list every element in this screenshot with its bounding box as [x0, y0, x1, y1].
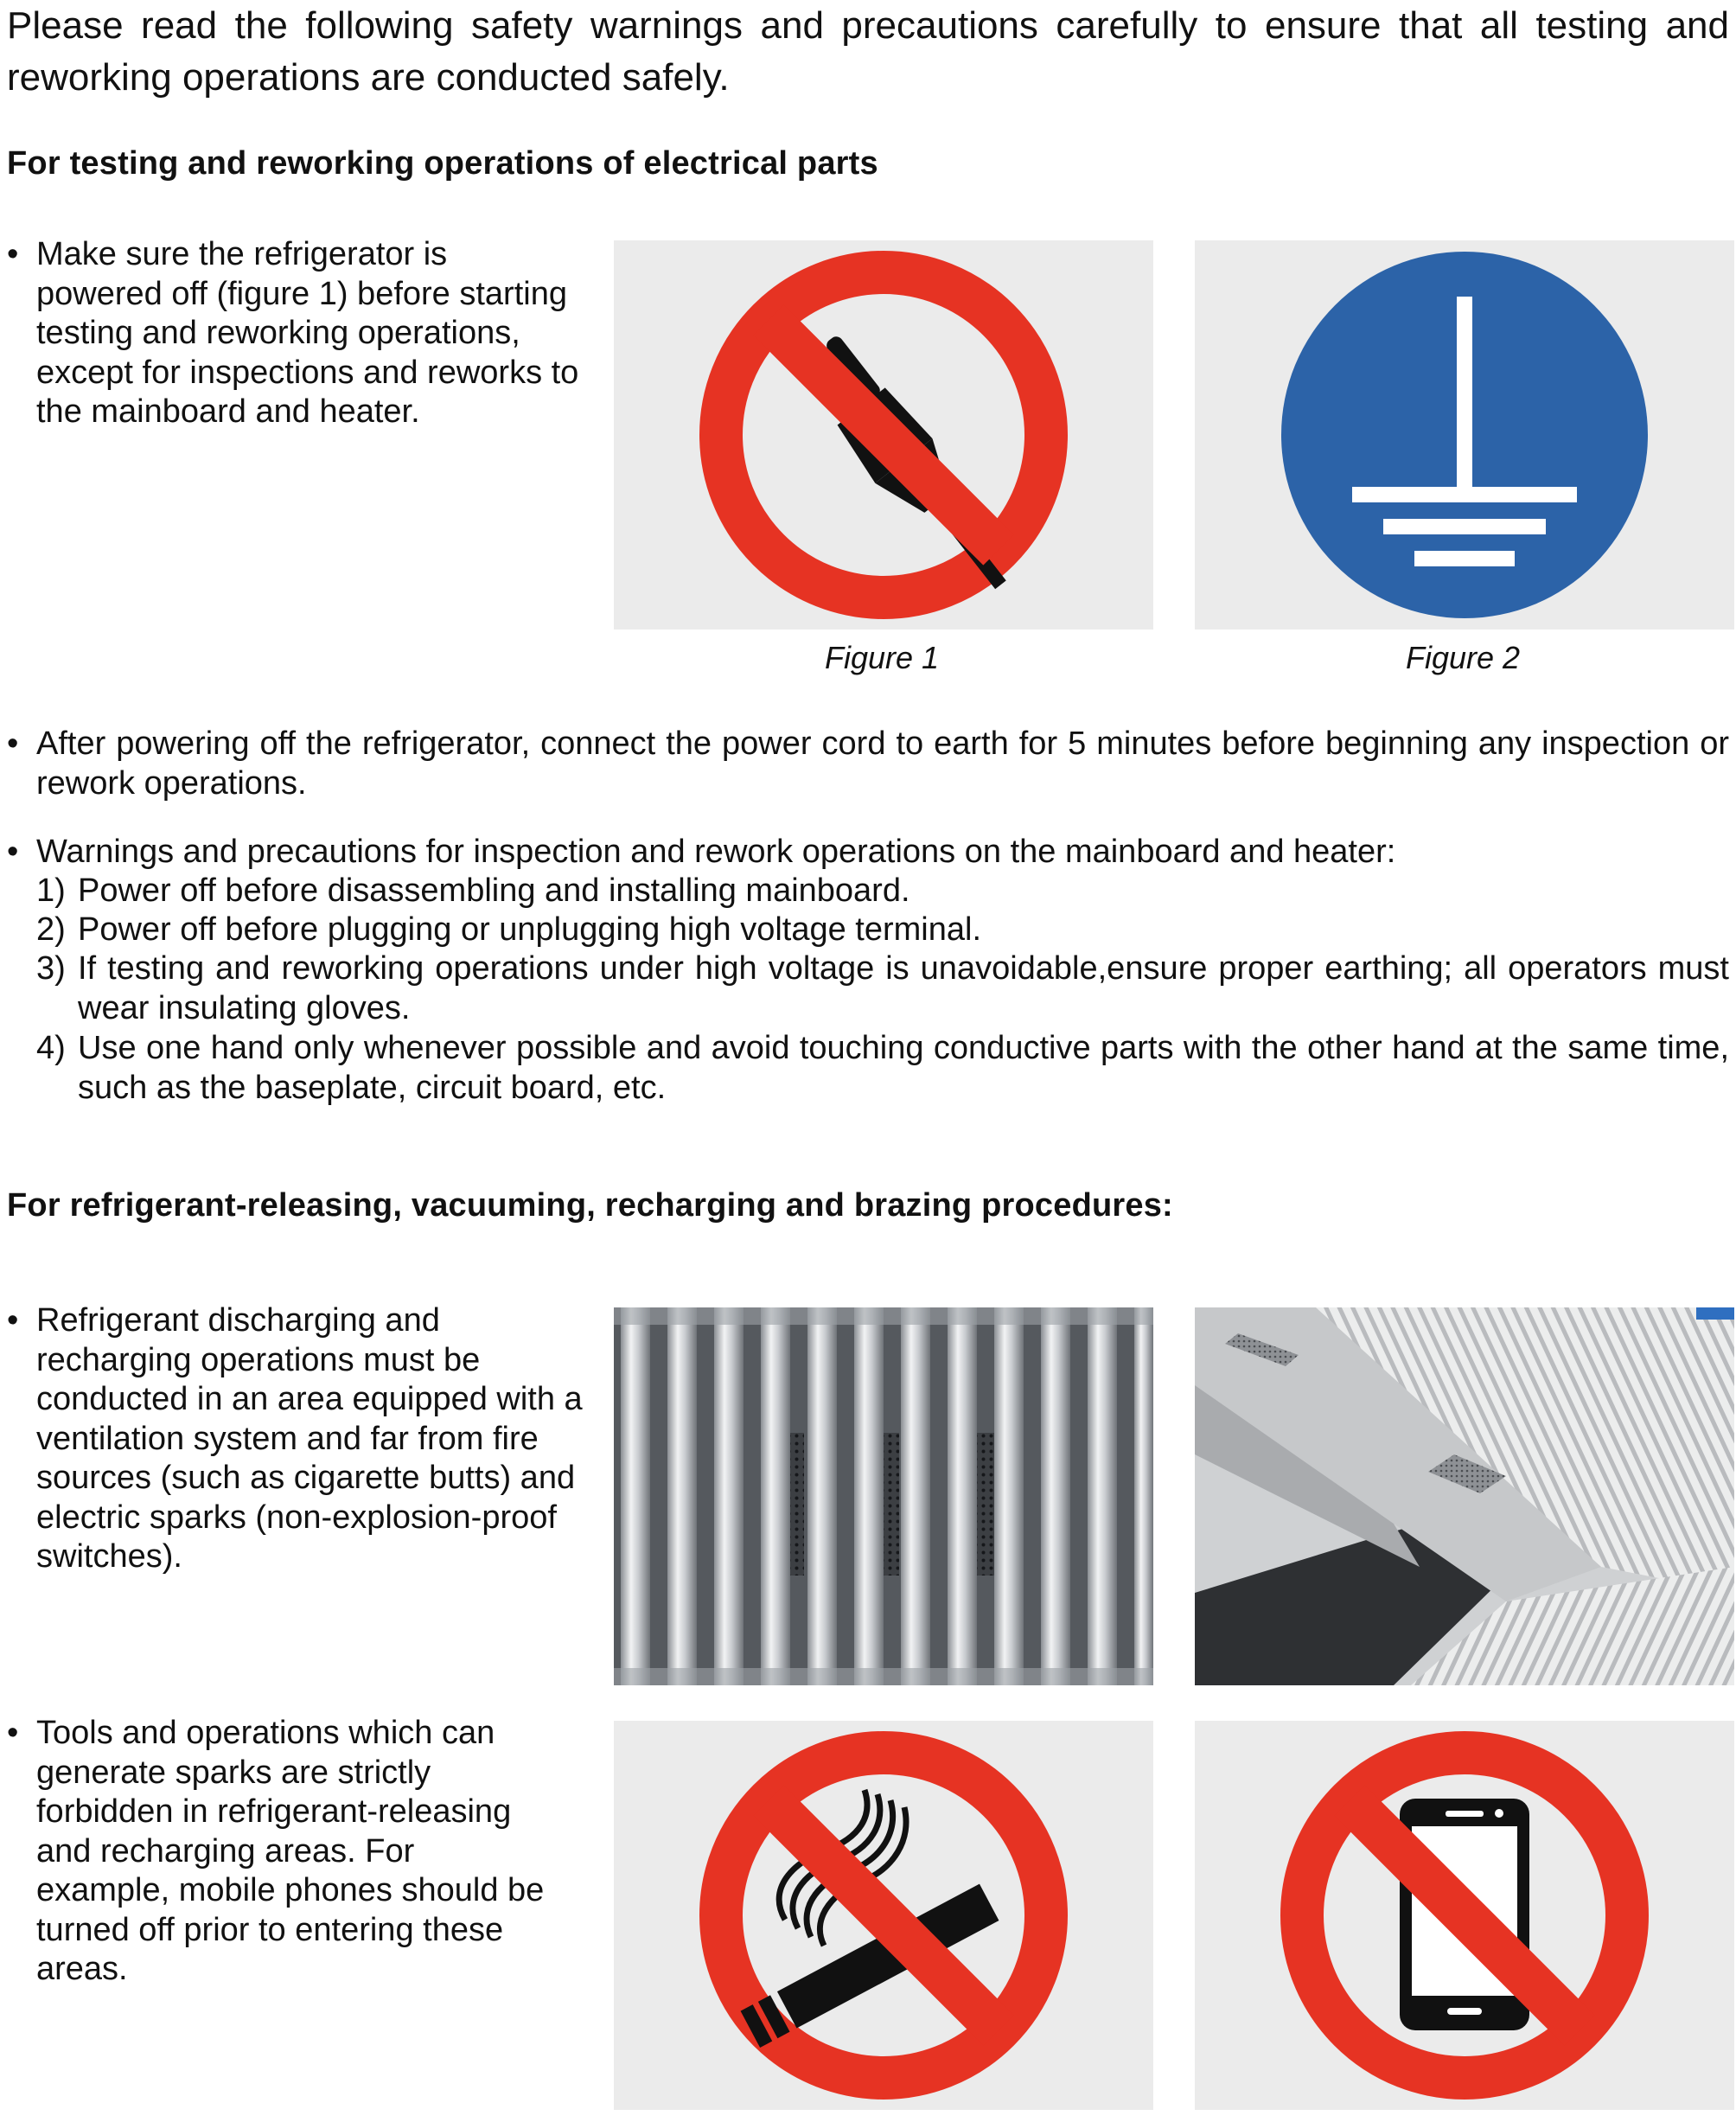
step-number: 4) — [36, 1030, 66, 1066]
section-heading-refrigerant: For refrigerant-releasing, vacuuming, recharging and brazing procedures: — [7, 1187, 1173, 1224]
figure-1-panel — [614, 240, 1153, 630]
no-mobile-phone-sign-icon — [1195, 1721, 1734, 2110]
no-mobile-panel — [1195, 1721, 1734, 2110]
figure-2-caption: Figure 2 — [1405, 640, 1521, 675]
ventilation-grille-photo — [614, 1307, 1153, 1685]
intro-paragraph: Please read the following safety warnings and precautions carefully to ensure that all testing and reworking operations are conducted safely. — [7, 4, 1729, 99]
bullet-ventilation — [7, 1301, 590, 1577]
step-number: 1) — [36, 872, 66, 909]
bullet-text: Refrigerant discharging and recharging operations must be conducted in an area equipped with a ventilation system and far from fire sources (such as cigarette butts) and electric sparks (non-explosion-proof switches). — [36, 1302, 583, 1575]
bullet-no-sparks — [7, 1714, 555, 1990]
step-text: Use one hand only whenever possible and avoid touching conductive parts with the other hand at the same time, such as the baseplate, circuit board, etc. — [78, 1030, 1729, 1106]
roller-conveyor-photo — [1195, 1307, 1734, 1685]
ventilation-grille-image — [614, 1307, 1153, 1685]
bullet-power-off — [7, 235, 581, 432]
bullet-mainboard-warnings — [7, 833, 1729, 872]
no-smoking-sign-icon — [614, 1721, 1153, 2110]
step-text: If testing and reworking operations under high voltage is unavoidable,ensure proper earthing; all operators must wear insulating gloves. — [78, 950, 1729, 1026]
section-heading-electrical: For testing and reworking operations of electrical parts — [7, 145, 878, 182]
bullet-dot: • — [7, 834, 19, 870]
earth-ground-sign-icon — [1195, 240, 1734, 630]
figure-2-panel — [1195, 240, 1734, 630]
bullet-dot: • — [7, 725, 19, 762]
roller-conveyor-image — [1195, 1307, 1734, 1685]
figure-1-caption: Figure 1 — [824, 640, 940, 675]
step-item-2 — [36, 911, 1729, 950]
bullet-dot: • — [7, 236, 19, 272]
bullet-text: Warnings and precautions for inspection and rework operations on the mainboard and heater: — [36, 834, 1396, 870]
no-smoking-panel — [614, 1721, 1153, 2110]
no-unplug-sign-icon — [614, 240, 1153, 630]
step-item-3 — [36, 949, 1729, 1028]
step-number: 2) — [36, 911, 66, 948]
step-text: Power off before disassembling and installing mainboard. — [78, 872, 910, 909]
bullet-dot: • — [7, 1715, 19, 1751]
step-number: 3) — [36, 950, 66, 987]
bullet-earth-cord — [7, 725, 1729, 803]
bullet-text: Tools and operations which can generate sparks are strictly forbidden in refrigerant-releasing and recharging areas. For example, mobile phones should be turned off prior to entering these areas. — [36, 1715, 545, 1987]
bullet-dot: • — [7, 1302, 19, 1339]
bullet-text: Make sure the refrigerator is powered off (figure 1) before starting testing and reworking operations, except for inspections and reworks to the mainboard and heater. — [36, 236, 579, 430]
step-item-1 — [36, 872, 1729, 911]
step-item-4 — [36, 1029, 1729, 1108]
step-text: Power off before plugging or unplugging high voltage terminal. — [78, 911, 981, 948]
bullet-text: After powering off the refrigerator, connect the power cord to earth for 5 minutes before beginning any inspection or rework operations. — [36, 725, 1729, 802]
